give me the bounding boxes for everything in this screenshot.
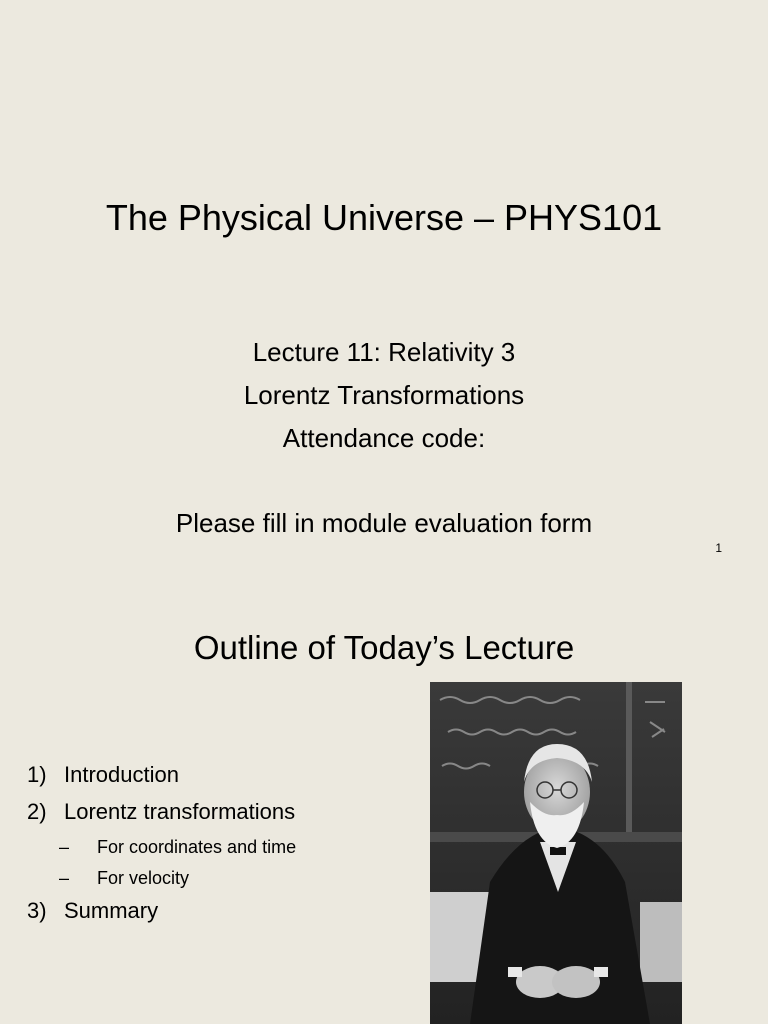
sub-item-label: For coordinates and time xyxy=(97,837,297,857)
dash-bullet: – xyxy=(59,868,70,888)
item-label: Lorentz transformations xyxy=(64,799,296,824)
topic-line: Lorentz Transformations xyxy=(243,380,525,410)
item-number: 2) xyxy=(27,799,47,824)
list-item xyxy=(27,795,296,832)
lecture-line: Lecture 11: Relativity 3 xyxy=(252,337,516,367)
attendance-line: Attendance code: xyxy=(282,423,486,453)
item-number: 1) xyxy=(27,762,47,787)
item-label: Summary xyxy=(64,898,159,923)
outline-title: Outline of Today’s Lecture xyxy=(193,629,575,666)
sub-list-item xyxy=(27,863,296,894)
sub-list-item xyxy=(27,832,296,863)
slide-title: The Physical Universe – PHYS101 xyxy=(105,197,663,238)
item-label: Introduction xyxy=(64,762,179,787)
evaluation-note: Please fill in module evaluation form xyxy=(175,508,593,538)
dash-bullet: – xyxy=(59,837,70,857)
slide-2 xyxy=(0,576,768,1024)
slide-subtitle-block xyxy=(0,331,768,545)
sub-item-label: For velocity xyxy=(97,868,190,888)
portrait-photo xyxy=(430,682,682,1024)
item-number: 3) xyxy=(27,898,47,923)
outline-list xyxy=(27,758,296,931)
page-number: 1 xyxy=(715,541,722,555)
list-item xyxy=(27,758,296,795)
list-item xyxy=(27,894,296,931)
